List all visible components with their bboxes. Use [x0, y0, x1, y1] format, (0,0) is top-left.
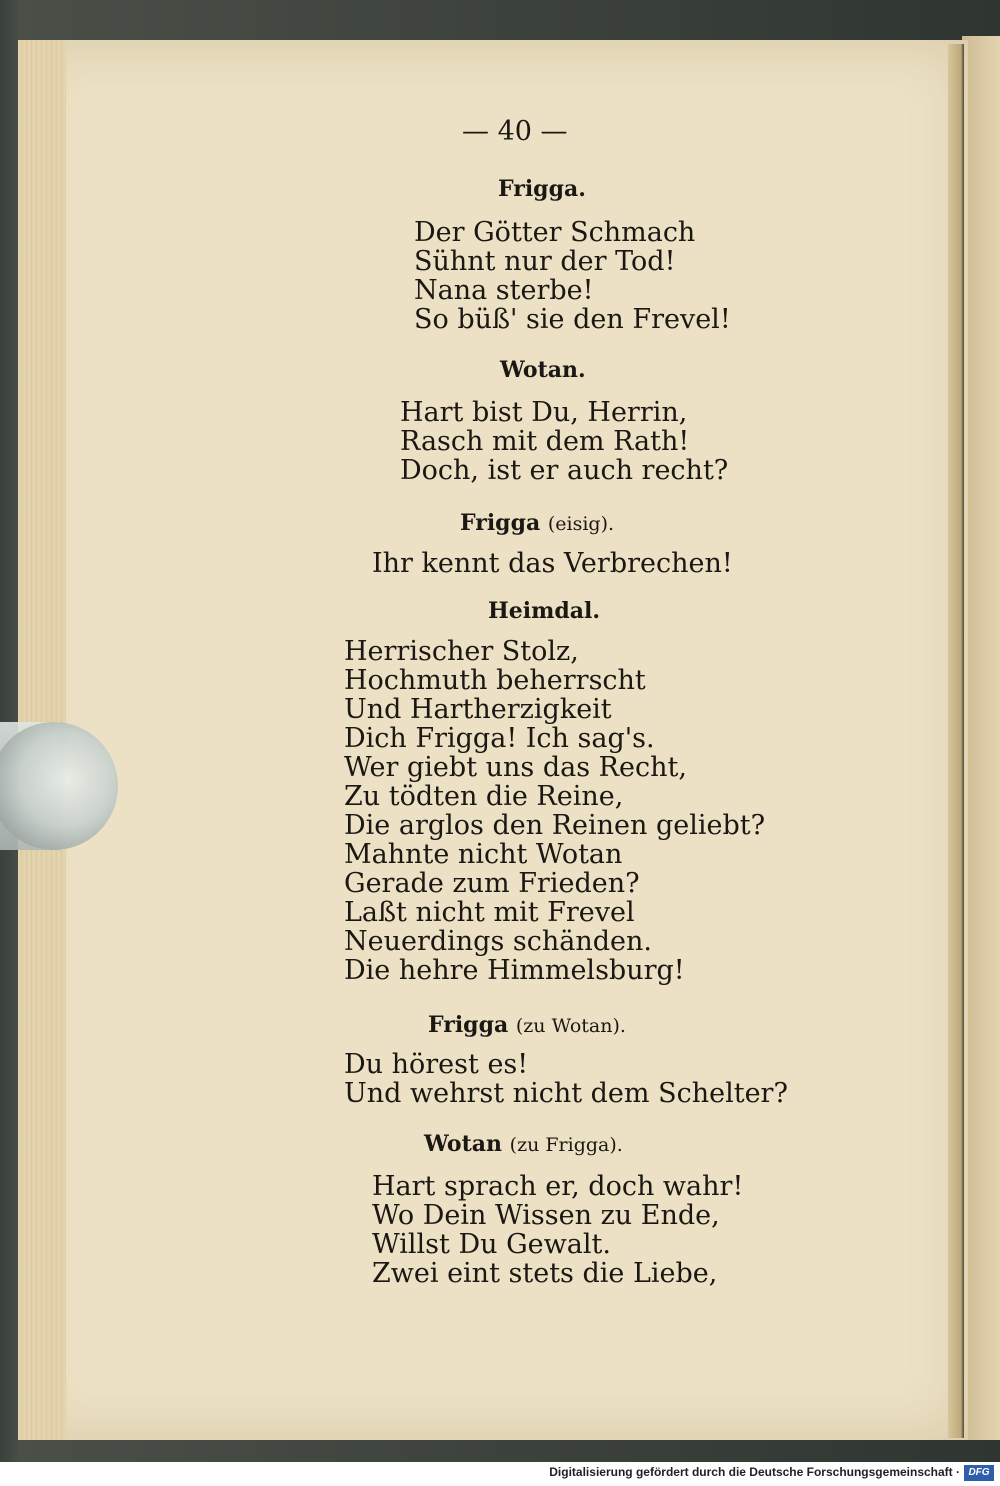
verse-line: Rasch mit dem Rath! [400, 426, 690, 457]
speaker-name: Frigga. [498, 176, 586, 202]
verse-line: Und Hartherzigkeit [344, 694, 612, 725]
verse-line: Gerade zum Frieden? [344, 868, 640, 899]
verse-line: Und wehrst nicht dem Schelter? [344, 1078, 788, 1109]
speaker-name: Heimdal. [488, 598, 601, 624]
stage-direction: (zu Wotan). [515, 1015, 626, 1037]
verse-line: Ihr kennt das Verbrechen! [372, 548, 733, 579]
verse-line: Zwei eint stets die Liebe, [372, 1258, 718, 1289]
verse-line: Du hörest es! [344, 1049, 529, 1080]
verse-line: Hart bist Du, Herrin, [400, 397, 688, 428]
verse-line: Hart sprach er, doch wahr! [372, 1171, 744, 1202]
verse-line: Die arglos den Reinen geliebt? [344, 810, 766, 841]
page-gutter [948, 44, 964, 1438]
stage-direction: (eisig). [547, 513, 615, 535]
verse-line: Hochmuth beherrscht [344, 665, 646, 696]
verse-line: Doch, ist er auch recht? [400, 455, 729, 486]
verse-line: Willst Du Gewalt. [372, 1229, 611, 1260]
verse-line: So büß' sie den Frevel! [414, 304, 731, 335]
speaker-name [424, 1131, 623, 1157]
verse-line: Herrischer Stolz, [344, 636, 579, 667]
verse-line: Zu tödten die Reine, [344, 781, 624, 812]
verse-line: Sühnt nur der Tod! [414, 246, 676, 277]
speaker-name [428, 1012, 626, 1038]
stage-direction: (zu Frigga). [509, 1134, 623, 1156]
page-number: — 40 — [462, 116, 568, 147]
dfg-logo: DFG [964, 1465, 994, 1481]
speaker-label: Frigga [460, 510, 541, 536]
speaker-name: Wotan. [500, 357, 586, 383]
speaker-label: Frigga [428, 1012, 509, 1038]
verse-line: Neuerdings schänden. [344, 926, 652, 957]
speaker-label: Wotan [424, 1131, 502, 1157]
verse-line: Wo Dein Wissen zu Ende, [372, 1200, 720, 1231]
verse-line: Dich Frigga! Ich sag's. [344, 723, 655, 754]
verse-line: Laßt nicht mit Frevel [344, 897, 635, 928]
verse-line: Wer giebt uns das Recht, [344, 752, 687, 783]
speaker-name [460, 510, 614, 536]
verse-line: Nana sterbe! [414, 275, 594, 306]
footer-credit: Digitalisierung gefördert durch die Deutsche Forschungsgemeinschaft · [549, 1465, 960, 1479]
verse-line: Die hehre Himmelsburg! [344, 955, 685, 986]
verse-line: Mahnte nicht Wotan [344, 839, 623, 870]
verse-line: Der Götter Schmach [414, 217, 696, 248]
